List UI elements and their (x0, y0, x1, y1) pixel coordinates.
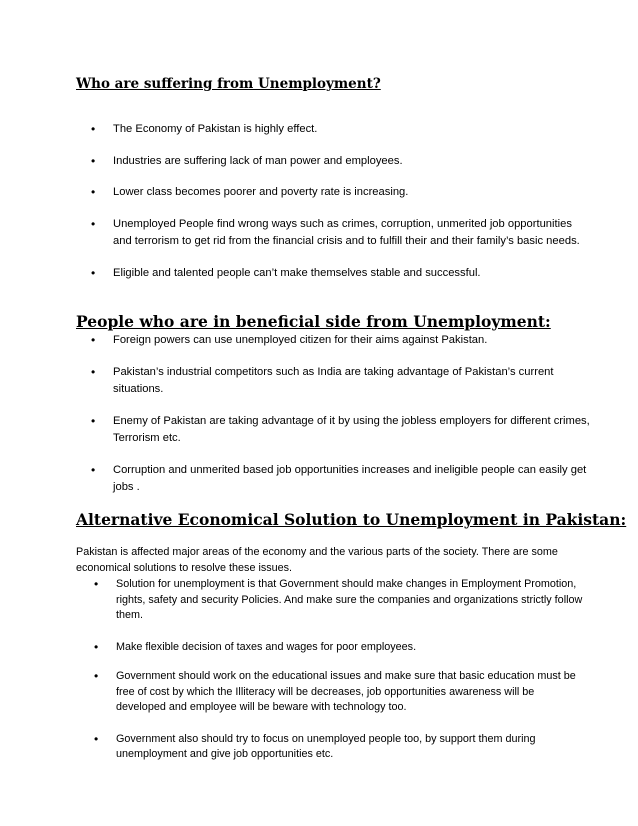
section-heading-suffering: Who are suffering from Unemployment? (76, 76, 381, 92)
bullet-icon: • (91, 364, 96, 379)
list-item-text: Foreign powers can use unemployed citizen for their aims against Pakistan. (113, 334, 488, 346)
bullet-icon: • (91, 265, 96, 280)
bullet-icon: • (94, 669, 99, 683)
list-item-text: Solution for unemployment is that Government should make changes in Employment Promotion, rights, safety and security Policies. And make sure the companies and organizations strictly follow them. (116, 578, 583, 621)
intro-paragraph: Pakistan is affected major areas of the economy and the various parts of the society. There are some economical solutions to resolve these issues. (76, 546, 558, 574)
list-item-text: Government should work on the educational issues and make sure that basic education must be free of cost by which the Illiteracy will be decreases, job opportunities awareness will be developed and employee will be beware with technology too. (116, 670, 576, 713)
list-suffering (91, 121, 593, 296)
list-item-text: Enemy of Pakistan are taking advantage of it by using the jobless employers for different crimes, Terrorism etc. (113, 414, 590, 444)
bullet-icon: • (91, 122, 96, 136)
bullet-icon: • (91, 153, 96, 168)
bullet-icon: • (94, 639, 99, 654)
list-item-text: The Economy of Pakistan is highly effect. (113, 123, 318, 135)
list-item (94, 639, 586, 656)
list-item (91, 216, 593, 251)
list-item-text: Industries are suffering lack of man power and employees. (113, 154, 403, 167)
bullet-icon: • (91, 333, 96, 347)
list-item (94, 669, 586, 716)
bullet-icon: • (91, 413, 96, 428)
list-item-text: Eligible and talented people can’t make themselves stable and successful. (113, 266, 481, 279)
bullet-icon: • (91, 185, 96, 199)
list-beneficial (91, 332, 593, 511)
list-item (91, 153, 593, 171)
list-item (91, 462, 593, 497)
section-heading-beneficial: People who are in beneficial side from Unemployment: (76, 312, 551, 331)
list-item (94, 731, 586, 763)
list-item (91, 184, 593, 202)
bullet-icon: • (94, 577, 99, 591)
bullet-icon: • (94, 731, 99, 746)
list-item-text: Pakistan’s industrial competitors such as India are taking advantage of Pakistan’s current situations. (113, 365, 554, 395)
section-heading-solution: Alternative Economical Solution to Unemployment in Pakistan: (76, 510, 627, 529)
list-item (91, 121, 593, 139)
list-item-text: Make flexible decision of taxes and wages for poor employees. (116, 640, 417, 653)
list-solutions (94, 577, 586, 779)
list-item (91, 364, 593, 399)
list-item (94, 577, 586, 624)
list-item-text: Government also should try to focus on unemployed people too, by support them during unemployment and give job opportunities etc. (116, 732, 536, 760)
list-item (91, 332, 593, 350)
list-item-text: Lower class becomes poorer and poverty rate is increasing. (113, 186, 409, 198)
bullet-icon: • (91, 216, 96, 231)
list-item-text: Unemployed People find wrong ways such as crimes, corruption, unmerited job opportunities and terrorism to get rid from the financial crisis and to fulfill their and their family’s basic needs. (113, 217, 580, 247)
list-item (91, 265, 593, 283)
list-item-text: Corruption and unmerited based job opportunities increases and ineligible people can easily get jobs . (113, 463, 587, 493)
bullet-icon: • (91, 462, 96, 477)
list-item (91, 413, 593, 448)
